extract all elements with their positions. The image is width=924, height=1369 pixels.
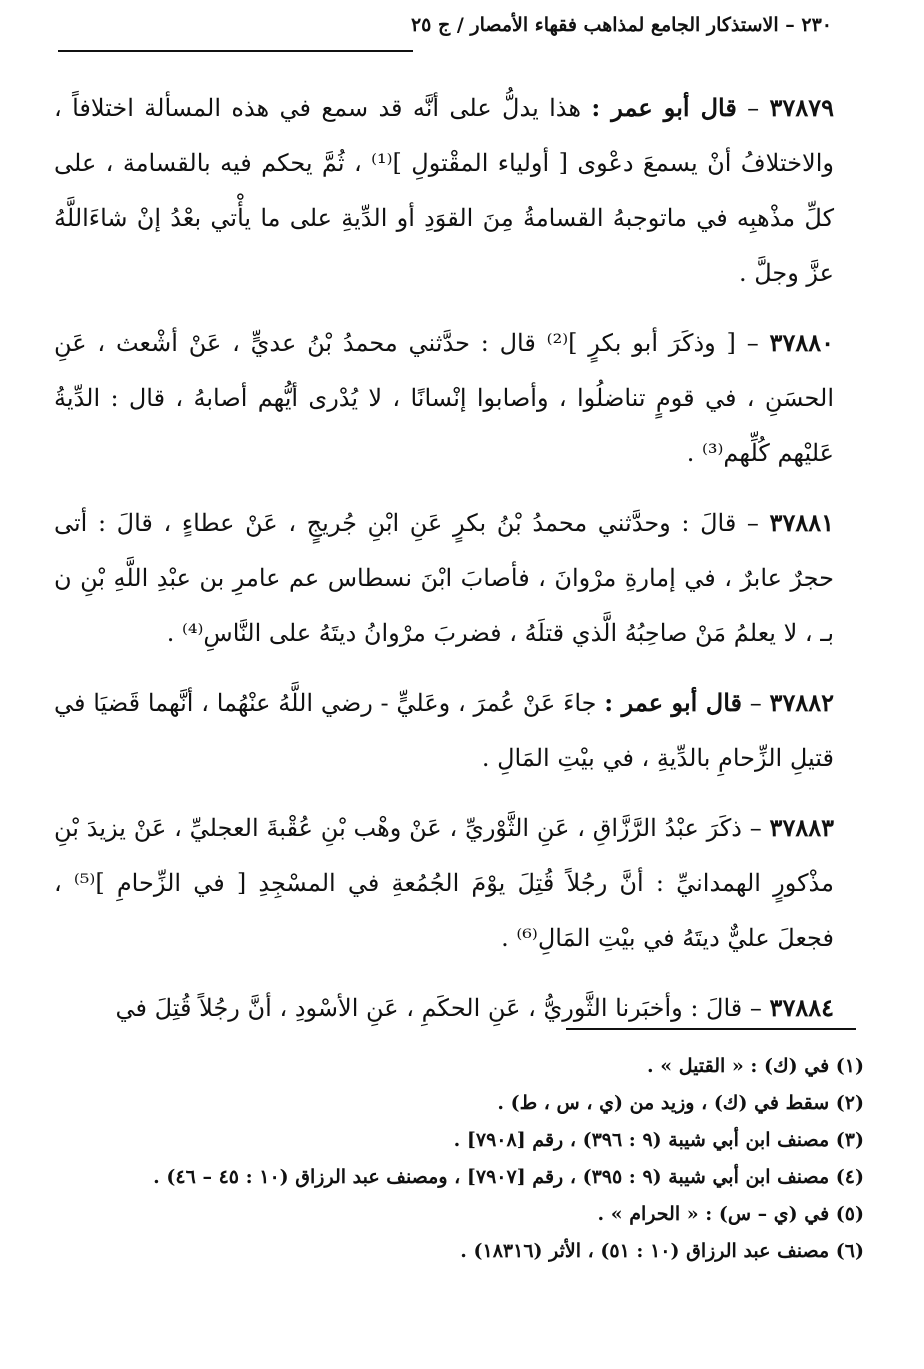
paragraph-number: ٣٧٨٨٠ [769, 328, 834, 357]
paragraph: ٣٧٨٨٣ – ذكَرَ عبْدُ الرَّزَّاقِ ، عَنِ الثَّوْريِّ ، عَنْ وهْب بْنِ عُقْبةَ العجليِّ ، عَنْ يزيدَ بْنِ مذْكورٍ الهمدانيِّ : أنَّ رجُلاً قُتِلَ يوْمَ الجُمُعةِ في المسْجِدِ [ في الزِّحامِ ]⁽⁵⁾ ، فجعلَ عليٌّ ديتَهُ في بيْتِ المَالِ⁽⁶⁾ . [54, 813, 834, 952]
paragraph-number: ٣٧٨٨٢ [769, 688, 834, 717]
footnote: (٢) سقط في (ك) ، وزيد من (ي ، س ، ط) . [497, 1092, 864, 1114]
header-rule [58, 50, 413, 52]
footnote-rule [566, 1028, 856, 1030]
main-text [54, 80, 834, 1050]
paragraph-text: [ وذكَرَ أبو بكرٍ ]⁽²⁾ قال : حدَّثني محمدُ بْنُ عديٍّ ، عَنْ أشْعث ، عَنِ الحسَنِ ، في قومٍ تناضلُوا ، وأصابوا إنْسانًا ، لا يُدْرى أيُّهم أصابهُ ، قال : الدِّيةُ عَليْهم كُلِّهم⁽³⁾ . [54, 329, 834, 467]
paragraph-number: ٣٧٨٧٩ [769, 93, 834, 122]
footnote: (١) في (ك) : « القتيل » . [647, 1055, 864, 1077]
paragraph-text: ذكَرَ عبْدُ الرَّزَّاقِ ، عَنِ الثَّوْريِّ ، عَنْ وهْب بْنِ عُقْبةَ العجليِّ ، عَنْ يزيدَ بْنِ مذْكورٍ الهمدانيِّ : أنَّ رجُلاً قُتِلَ يوْمَ الجُمُعةِ في المسْجِدِ [ في الزِّحامِ ]⁽⁵⁾ ، فجعلَ عليٌّ ديتَهُ في بيْتِ المَالِ⁽⁶⁾ . [54, 814, 834, 952]
paragraph-lead: قال أبو عمر : [591, 93, 737, 122]
paragraph: ٣٧٨٨١ – قالَ : وحدَّثني محمدُ بْنُ بكرٍ عَنِ ابْنِ جُريجٍ ، عَنْ عطاءٍ ، قالَ : أتى حجرٌ عابرٌ ، في إمارةِ مرْوانَ ، فأصابَ ابْنَ نسطاس عم عامرِ بن عبْدِ اللَّهِ بْنِ ن بـ ، لا يعلمُ مَنْ صاحِبُهُ الَّذي قتلَهُ ، فضربَ مرْوانُ ديتَهُ على النَّاسِ⁽⁴⁾ . [54, 508, 834, 647]
paragraph-text: جاءَ عَنْ عُمرَ ، وعَليٍّ - رضي اللَّهُ عنْهُما ، أنَّهما قَضيَا في قتيلِ الزِّحامِ بالدِّيةِ ، في بيْتِ المَالِ . [54, 689, 834, 772]
paragraph-number: ٣٧٨٨٤ [769, 993, 834, 1022]
footnote: (٣) مصنف ابن أبي شيبة (٩ : ٣٩٦) ، رقم [٧٩٠٨] . [453, 1129, 864, 1151]
paragraph: ٣٧٨٨٠ – [ وذكَرَ أبو بكرٍ ]⁽²⁾ قال : حدَّثني محمدُ بْنُ عديٍّ ، عَنْ أشْعث ، عَنِ الحسَنِ ، في قومٍ تناضلُوا ، وأصابوا إنْسانًا ، لا يُدْرى أيُّهم أصابهُ ، قال : الدِّيةُ عَليْهم كُلِّهم⁽³⁾ . [54, 328, 834, 467]
footnote: (٦) مصنف عبد الرزاق (١٠ : ٥١) ، الأثر (١٨٣١٦) . [460, 1240, 864, 1262]
paragraph-number: ٣٧٨٨٣ [769, 813, 834, 842]
paragraph-text: قالَ : وأخبَرنا الثَّوريُّ ، عَنِ الحكَمِ ، عَنِ الأسْودِ ، أنَّ رجُلاً قُتِلَ في [115, 994, 743, 1022]
footnote: (٤) مصنف ابن أبي شيبة (٩ : ٣٩٥) ، رقم [٧٩٠٧] ، ومصنف عبد الرزاق (١٠ : ٤٥ – ٤٦) . [153, 1166, 864, 1188]
paragraph: ٣٧٨٨٢ – قال أبو عمر : جاءَ عَنْ عُمرَ ، وعَليٍّ - رضي اللَّهُ عنْهُما ، أنَّهما قَضيَا في قتيلِ الزِّحامِ بالدِّيةِ ، في بيْتِ المَالِ . [54, 688, 834, 772]
footnotes [64, 1048, 864, 1270]
footnote: (٥) في (ي – س) : « الحرام » . [597, 1203, 864, 1225]
paragraph: ٣٧٨٧٩ – قال أبو عمر : هذا يدلُّ على أنَّه قد سمع في هذه المسألة اختلافاً ، والاختلافُ أنْ يسمعَ دعْوى [ أولياء المقْتولِ ]⁽¹⁾ ، ثُمَّ يحكم فيه بالقسامة ، على كلِّ مذْهبِه في ماتوجبهُ القسامةُ مِنَ القوَدِ أو الدِّيةِ على ما يأْتي بعْدُ إنْ شاءَاللَّهُ عزَّ وجلَّ . [54, 93, 834, 287]
paragraph-text: قالَ : وحدَّثني محمدُ بْنُ بكرٍ عَنِ ابْنِ جُريجٍ ، عَنْ عطاءٍ ، قالَ : أتى حجرٌ عابرٌ ، في إمارةِ مرْوانَ ، فأصابَ ابْنَ نسطاس عم عامرِ بن عبْدِ اللَّهِ بْنِ ن بـ ، لا يعلمُ مَنْ صاحِبُهُ الَّذي قتلَهُ ، فضربَ مرْوانُ ديتَهُ على النَّاسِ⁽⁴⁾ . [54, 509, 834, 647]
paragraph-text: هذا يدلُّ على أنَّه قد سمع في هذه المسألة اختلافاً ، والاختلافُ أنْ يسمعَ دعْوى [ أولياء المقْتولِ ]⁽¹⁾ ، ثُمَّ يحكم فيه بالقسامة ، على كلِّ مذْهبِه في ماتوجبهُ القسامةُ مِنَ القوَدِ أو الدِّيةِ على ما يأْتي بعْدُ إنْ شاءَاللَّهُ عزَّ وجلَّ . [54, 94, 834, 287]
paragraph: ٣٧٨٨٤ – قالَ : وأخبَرنا الثَّوريُّ ، عَنِ الحكَمِ ، عَنِ الأسْودِ ، أنَّ رجُلاً قُتِلَ في [115, 993, 834, 1022]
paragraph-lead: قال أبو عمر : [604, 688, 743, 717]
paragraph-number: ٣٧٨٨١ [769, 508, 834, 537]
running-header: ٢٣٠ – الاستذكار الجامع لمذاهب فقهاء الأمصار / ج ٢٥ [410, 14, 832, 36]
